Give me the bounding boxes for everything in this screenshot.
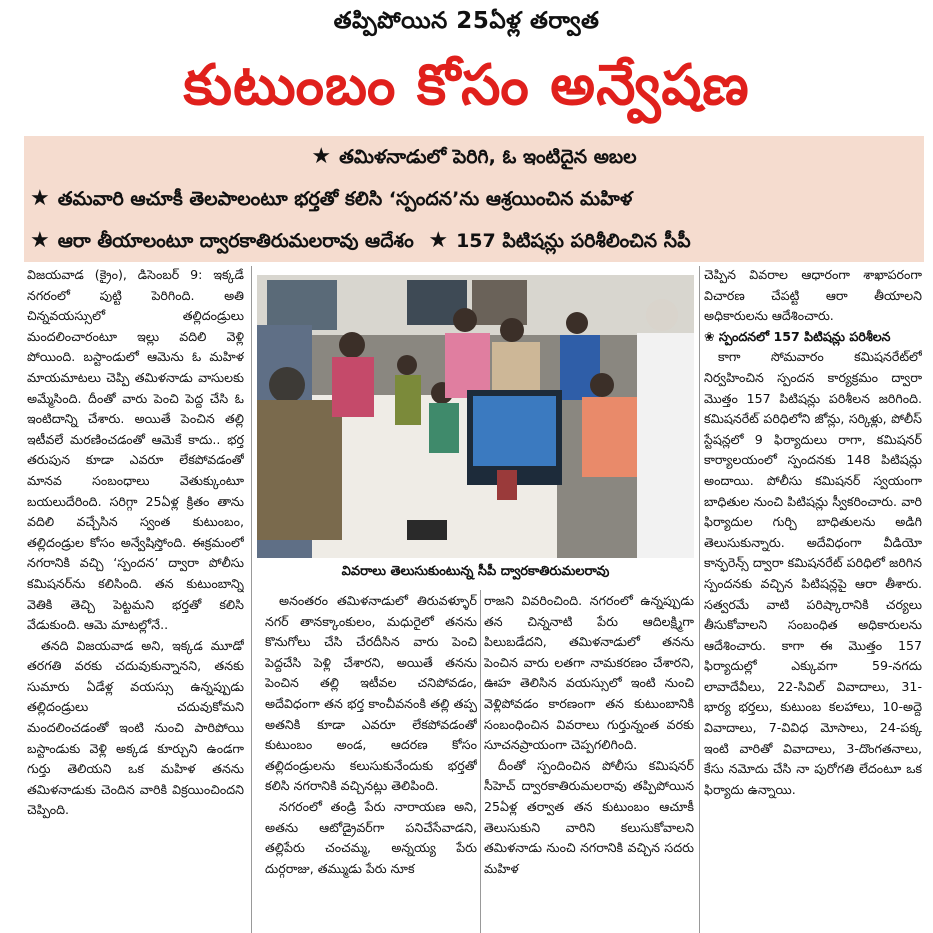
article-column-4: [704, 265, 922, 933]
photo-illustration: [257, 275, 694, 558]
paragraph: చెప్పిన వివరాల ఆధారంగా శాఖాపరంగా విచారణ చేపట్టి ఆరా తీయాలని అధికారులను ఆదేశించారు.: [704, 267, 922, 324]
paragraph: కాగా సోమవారం కమిషనరేట్‌లో నిర్వహించిన స్పందన కార్యక్రమం ద్వారా మొత్తం 157 పిటిషన్లు పరిశీలన జరిగింది. కమిషనరేట్ పరిధిలోని జోన్లు, సర్కిళ్లు, పోలీస్ స్టేషన్లలో 9 ఫిర్యాదులు రాగా, కమిషనర్ కార్యాలయంలో స్పందనకు 148 పిటిషన్లు అందాయి. పోలీసు కమిషనర్ స్వయంగా బాధితుల నుంచి పిటిషన్లు స్వీకరించారు. వారి ఫిర్యాదుల గుర్చి బాధితులను అడిగి తెలుసుకున్నారు. అదేవిధంగా వీడియో కాన్ఫరెన్స్ ద్వారా కమిషనరేట్ పరిధిలో జరిగిన స్పందనకు వచ్చిన పిటిషన్లపై ఆరా తీశారు. సత్వరమే వాటి పరిష్కారానికి చర్యలు తీసుకోవాలని సంబంధిత అధికారులను ఆదేశించారు. కాగా ఈ మొత్తం 157 ఫిర్యాదుల్లో ఎక్కువగా 59-నగదు లావాదేవీలు, 22-సివిల్ వివాదాలు, 31-భార్య భర్తలు, కుటుంబ కలహాలు, 10-అద్దె వివాదాలు, 7-వివిధ మోసాలు, 24-పక్క ఇంటి వారితో వివాదాలు, 3-దొంగతనాలు, కేసు నమోదు చేసి నా పురోగతి లేదంటూ ఒక ఫిర్యాదు ఉన్నాయి.: [704, 349, 922, 797]
article-column-2: [265, 591, 477, 933]
highlight-3: [30, 226, 930, 256]
paragraph: తనది విజయవాడ అని, ఇక్కడ మూడో తరగతి వరకు చదువుకున్నానని, తనకు సుమారు ఏడేళ్ల వయస్సు ఉన్నప్పుడు తల్లిదండ్రులు చదువుకోమని మందలించడంతో ఇంటి నుంచి పారిపోయి బస్టాండుకు వెళ్లి అక్కడ కూర్చుని ఉండగా గుర్తు తెలియని ఒక మహిళ తనను తమిళనాడుకు చెందిన వారికి విక్రయించిందని చెప్పింది.: [27, 637, 244, 818]
photo-caption: వివరాలు తెలుసుకుంటున్న సీపీ ద్వారకాతిరుమలరావు: [341, 564, 610, 579]
highlight-text: తమవారి ఆచూకీ తెలపాలంటూ భర్తతో కలిసి ‘స్పందన’ను ఆశ్రయించిన మహిళ: [57, 188, 633, 210]
star-icon: ★: [428, 228, 449, 253]
highlight-1: [24, 142, 924, 172]
star-icon: ★: [30, 186, 50, 211]
highlight-text: 157 పిటిషన్లు పరిశీలించిన సీపీ: [456, 230, 691, 252]
section-subheading: ❀ స్పందనలో 157 పిటిషన్లు పరిశీలన: [704, 328, 891, 344]
paragraph: విజయవాడ (క్రైం), డిసెంబర్ 9: ఇక్కడే నగరంలో పుట్టి పెరిగింది. అతి చిన్నవయస్సులో తల్లిదండ్రులు మందలించారంటూ ఇల్లు వదిలి వెళ్లి పోయింది. బస్టాండులో ఆమెను ఓ మహిళ మాయమాటలు చెప్పి తమిళనాడు వాసులకు అమ్మేసింది. దీంతో వారు పెంచి పెద్ద చేసి ఓ ఇంటిదాన్ని చేశారు. అయితే పెంచిన తల్లి ఇటీవలే మరణించడంతో ఆమెకే కాదు.. భర్త తరుపున కూడా ఎవరూ లేకపోవడంతో మానవ సంబంధాలు వెతుక్కుంటూ బయలుదేరింది. సరిగ్గా 25ఏళ్ల క్రితం తాను వదిలి వచ్చేసిన స్వంత కుటుంబం, తల్లిదండ్రుల కోసం అన్వేషిస్తోంది. ఈక్రమంలో నగరానికి వచ్చి ‘స్పందన’ ద్వారా పోలీసు కమిషనర్‌ను కలిసింది. తన కుటుంబాన్ని వెతికి తెచ్చి పెట్టమని భర్తతో కలిసి వేడుకుంది. ఆమె మాటల్లోనే..: [27, 267, 244, 633]
headline: కుటుంబం కోసం అన్వేషణ: [183, 53, 750, 118]
article-column-3: [484, 591, 694, 933]
paragraph: అనంతరం తమిళనాడులో తిరువళ్ళూర్ నగర్ తానక్కాంకులం, మధురైలో తనను కొనుగోలు చేసి చేరదీసిన వారు పెంచి పెద్దచేసి పెళ్లి చేశారని, అయితే తనను పెంచిన తల్లి ఇటీవల చనిపోవడం, అదేవిధంగా తన భర్త కాంచీవనంకి తల్లి తప్ప అతనికి కూడా ఎవరూ లేకపోవడంతో కుటుంబం అండ, ఆదరణ కోసం తల్లిదండ్రులను కలుసుకునేందుకు భర్తతో కలిసి నగరానికి వచ్చినట్లు తెలిపింది.: [265, 593, 477, 794]
paragraph: నగరంలో తండ్రి పేరు నారాయణ అని, అతను ఆటోడ్రైవర్‌గా పనిచేసేవాడని, తల్లిపేరు చంచమ్మ, అన్నయ్య పేరు దుర్గరాజు, తమ్ముడు పేరు నూక: [265, 798, 477, 876]
column-rule: [251, 266, 252, 933]
kicker: తప్పిపోయిన 25ఏళ్ల తర్వాత: [333, 8, 600, 34]
article-column-1: [27, 265, 244, 933]
star-icon: ★: [311, 144, 332, 169]
highlight-2: [30, 184, 930, 214]
paragraph: రాజని వివరించింది. నగరంలో ఉన్నప్పుడు తన చిన్ననాటి పేరు ఆదిలక్ష్మిగా పిలుబడేదని, తమిళనాడులో తనను పెంచిన వారు లతగా నామకరణం చేశారని, ఊహ తెలిసిన వయస్సులో ఇంటి నుంచి వెళ్లిపోవడం కారణంగా తన కుటుంబానికి సంబంధించిన వివరాలు గుర్తున్నంత వరకు సూచనప్రాయంగా చెప్పగలిగింది.: [484, 593, 694, 753]
column-rule: [699, 266, 700, 933]
highlight-text: తమిళనాడులో పెరిగి, ఓ ఇంటిదైన అబల: [339, 146, 637, 168]
highlight-text: ఆరా తీయాలంటూ ద్వారకాతిరుమలరావు ఆదేశం: [57, 230, 414, 252]
news-photo: [257, 275, 694, 558]
highlights-box: [24, 136, 924, 262]
star-icon: ★: [30, 228, 50, 253]
paragraph: దీంతో స్పందించిన పోలీసు కమిషనర్ సీహెచ్ ద్వారకాతిరుమలరావు తప్పిపోయిన 25ఏళ్ల తర్వాత తన కుటుంబం ఆచూకీ తెలుసుకుని వారిని కలుసుకోవాలని తమిళనాడు నుంచి నగరానికి వచ్చిన సదరు మహిళ: [484, 757, 694, 876]
column-rule: [480, 590, 481, 933]
